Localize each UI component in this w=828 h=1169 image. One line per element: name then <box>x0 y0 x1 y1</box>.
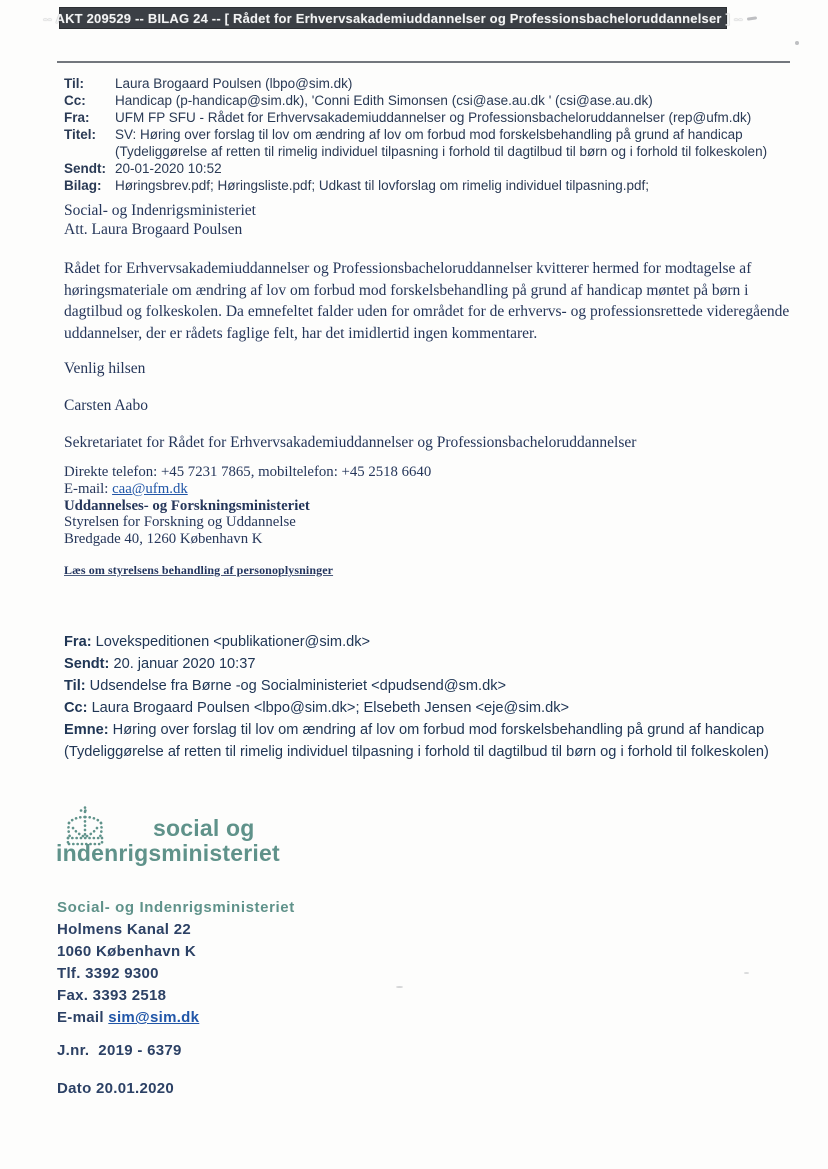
forwarded-header-block <box>64 631 770 763</box>
jnr-value: 2019 - 6379 <box>98 1042 182 1059</box>
letter-paragraph: Rådet for Erhvervsakademiuddannelser og Professionsbacheloruddannelser kvitterer hermed for modtagelse af høringsmateriale om ændring af lov om forbud mod forskelsbehandling på grund af handicap møntet på børn i dagtilbud og folkeskolen. Da emnefeltet falder uden for området for de erhvervs- og professionsrettede videregående uddannelser, der er rådets faglige felt, har det imidlertid ingen kommentarer. <box>64 260 790 342</box>
agency-address: Bredgade 40, 1260 København K <box>64 531 263 548</box>
signer-organization: Sekretariatet for Rådet for Erhvervsakademiuddannelser og Professionsbacheloruddannelser <box>64 434 637 451</box>
field-value: Udsendelse fra Børne -og Socialministeriet <dpudsend@sm.dk> <box>85 678 507 694</box>
footer-fax: Fax. 3393 2518 <box>57 987 167 1004</box>
field-value: Lovekspeditionen <publikationer@sim.dk> <box>91 634 371 650</box>
field-value: UFM FP SFU - Rådet for Erhvervsakademiuddannelser og Professionsbacheloruddannelser (rep@ufm.dk) <box>115 110 752 125</box>
field-label: Titel: <box>64 127 97 142</box>
field-label: Fra: <box>64 634 92 650</box>
date-line: Dato 20.01.2020 <box>57 1080 175 1097</box>
ministry-name: Uddannelses- og Forskningsministeriet <box>64 497 310 514</box>
field-value: Laura Brogaard Poulsen (lbpo@sim.dk) <box>115 76 353 91</box>
scan-noise <box>795 41 799 45</box>
fwd-row-til <box>64 675 770 697</box>
footer-email-line <box>57 1007 295 1029</box>
recipient-block <box>64 202 256 239</box>
field-value: 20-01-2020 10:52 <box>115 161 222 176</box>
fwd-row-emne <box>64 719 770 763</box>
privacy-line <box>64 563 333 578</box>
footer-address2: 1060 København K <box>57 943 197 960</box>
email-line <box>64 481 431 498</box>
footer-email-link[interactable]: sim@sim.dk <box>108 1009 200 1026</box>
signature-contact-block <box>64 464 431 548</box>
fwd-row-fra <box>64 631 770 653</box>
field-value: Laura Brogaard Poulsen <lbpo@sim.dk>; Elsebeth Jensen <eje@sim.dk> <box>87 700 570 716</box>
akt-header-bar <box>43 7 743 29</box>
email-header-row-til <box>64 75 790 92</box>
field-value: Høring over forslag til lov om ændring af lov om forbud mod forskelsbehandling på grund af handicap (Tydeliggørelse af retten til rimelig individuel tilpasning i forhold til dagtilbud til børn og i forhold til folkeskolen) <box>64 722 769 760</box>
header-divider <box>57 61 790 63</box>
email-header-row-fra <box>64 109 790 126</box>
phone-line: Direkte telefon: +45 7231 7865, mobiltelefon: +45 2518 6640 <box>64 464 432 480</box>
field-label: Fra: <box>64 110 90 125</box>
email-header-row-cc <box>64 92 790 109</box>
recipient-org: Social- og Indenrigsministeriet <box>64 202 256 219</box>
scan-noise <box>396 986 403 988</box>
field-label: Emne: <box>64 722 109 738</box>
privacy-link[interactable]: Læs om styrelsens behandling af personoplysninger <box>64 563 334 577</box>
logo-wordmark-line1: social og <box>153 815 255 841</box>
email-header-row-titel <box>64 126 790 160</box>
letter-closing: Venlig hilsen <box>64 360 146 377</box>
akt-header-text: -- AKT 209529 -- BILAG 24 -- [ Rådet for Erhvervsakademiuddannelser og Professionsbacheloruddannelser ] -- <box>43 10 743 26</box>
footer-phone: Tlf. 3392 9300 <box>57 965 159 982</box>
email-link[interactable]: caa@ufm.dk <box>112 480 188 497</box>
journal-number-line <box>57 1042 182 1059</box>
agency-name: Styrelsen for Forskning og Uddannelse <box>64 514 296 531</box>
recipient-att: Att. Laura Brogaard Poulsen <box>64 220 243 238</box>
footer-email-label: E-mail <box>57 1009 109 1026</box>
footer-address1: Holmens Kanal 22 <box>57 921 192 938</box>
logo-wordmark-line2: indenrigsministeriet <box>56 840 280 866</box>
attachment-list: Høringsbrev.pdf; Høringsliste.pdf; Udkast til lovforslag om rimelig individuel tilpasning.pdf; <box>115 178 649 193</box>
footer-org-name: Social- og Indenrigsministeriet <box>57 899 295 916</box>
field-label: Bilag: <box>64 178 102 193</box>
field-value: 20. januar 2020 10:37 <box>109 656 256 672</box>
field-label: Sendt: <box>64 161 106 176</box>
email-header-block <box>64 75 790 194</box>
email-header-row-bilag <box>64 177 790 194</box>
field-label: Til: <box>64 678 86 694</box>
footer-contact-block <box>57 897 295 1029</box>
fwd-row-sendt <box>64 653 770 675</box>
field-label: Til: <box>64 76 84 91</box>
field-label: Cc: <box>64 93 86 108</box>
field-label: Sendt: <box>64 656 110 672</box>
email-header-row-sendt <box>64 160 790 177</box>
email-label: E-mail: <box>64 480 113 497</box>
scan-noise <box>744 972 749 974</box>
scan-noise <box>747 16 757 20</box>
field-value: SV: Høring over forslag til lov om ændring af lov om forbud mod forskelsbehandling på grund af handicap (Tydeliggørelse af retten til rimelig individuel tilpasning i forhold til dagtilbud til børn og i forhold til folkeskolen) <box>115 127 768 159</box>
field-value: Handicap (p-handicap@sim.dk), 'Conni Edith Simonsen (csi@ase.au.dk ' (csi@ase.au.dk) <box>115 93 653 108</box>
signer-name: Carsten Aabo <box>64 397 148 414</box>
fwd-row-cc <box>64 697 770 719</box>
field-label: Cc: <box>64 700 88 716</box>
jnr-label: J.nr. <box>57 1042 90 1059</box>
